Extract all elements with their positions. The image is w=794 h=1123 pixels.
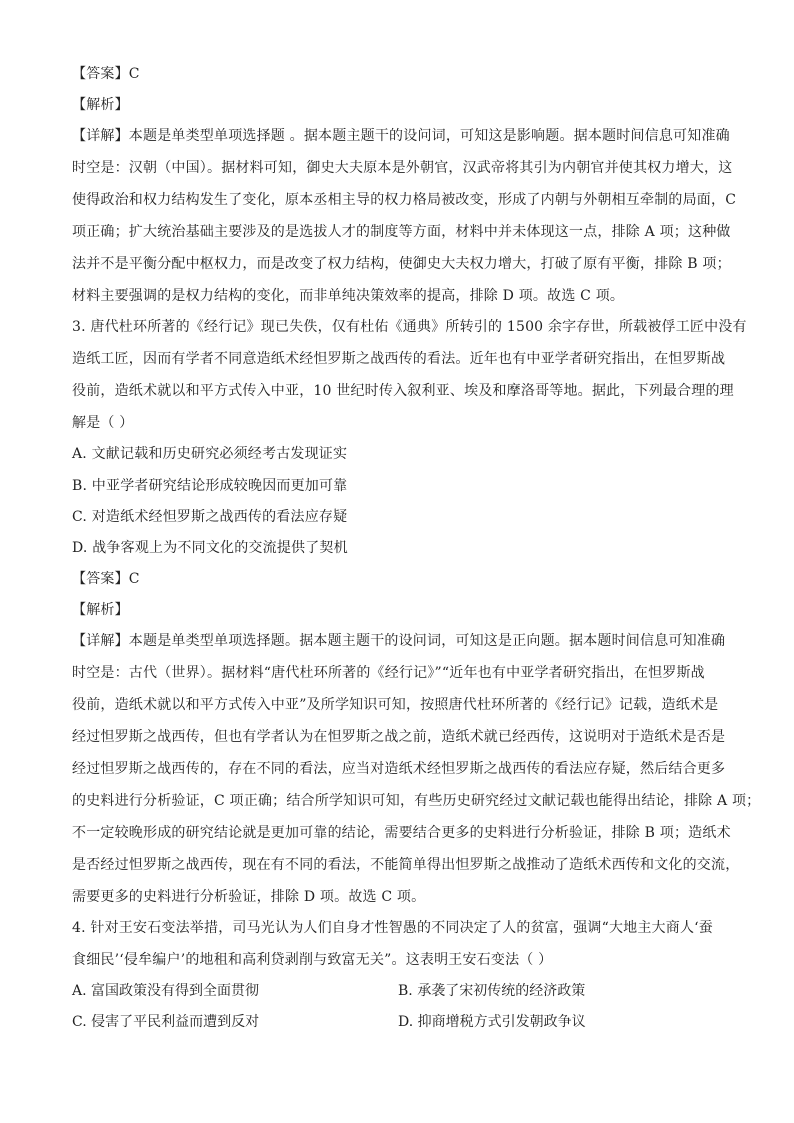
q3-option-d: D. 战争客观上为不同文化的交流提供了契机 [72, 540, 348, 556]
detail-line: 材料主要强调的是权力结构的变化，而非单纯决策效率的提高，排除 D 项。故选 C 项。 [72, 288, 625, 304]
question-4-stem: 食细民’‘侵牟编户’的地租和高利贷剥削与致富无关”。这表明王安石变法（ ） [72, 952, 553, 968]
q3-option-c: C. 对造纸术经怛罗斯之战西传的看法应存疑 [72, 509, 348, 525]
question-3-stem: 造纸工匠，因而有学者不同意造纸术经怛罗斯之战西传的看法。近年也有中亚学者研究指出，在怛罗斯战 [72, 351, 726, 367]
q3-detail-line: 役前，造纸术就以和平方式传入中亚”及所学知识可知，按照唐代杜环所著的《经行记》记载，造纸术是 [72, 697, 719, 713]
q3-detail-line: 是否经过怛罗斯之战西传，现在有不同的看法，不能简单得出怛罗斯之战推动了造纸术西传和文化的交流， [72, 857, 740, 873]
q3-detail-line: 需要更多的史料进行分析验证，排除 D 项。故选 C 项。 [72, 889, 426, 905]
question-3-stem: 3. 唐代杜环所著的《经行记》现已失佚，仅有杜佑《通典》所转引的 1500 余字存世，所载被俘工匠中没有 [72, 319, 747, 335]
analysis-label-q2: 【解析】 [72, 97, 129, 113]
q4-option-a: A. 富国政策没有得到全面贯彻 [72, 983, 260, 999]
detail-line: 法并不是平衡分配中枢权力，而是改变了权力结构，使御史大夫权力增大，打破了原有平衡，排除 B 项； [72, 256, 731, 272]
question-3-stem: 解是（ ） [72, 415, 134, 431]
q4-option-d: D. 抑商增税方式引发朝政争议 [398, 1014, 586, 1030]
q3-detail-line: 经过怛罗斯之战西传的，存在不同的看法，应当对造纸术经怛罗斯之战西传的看法应存疑，然后结合更多 [72, 761, 726, 777]
answer-label-q2: 【答案】C [72, 66, 140, 82]
detail-line: 使得政治和权力结构发生了变化，原本丞相主导的权力格局被改变，形成了内朝与外朝相互牵制的局面，C [72, 192, 737, 208]
q3-option-b: B. 中亚学者研究结论形成较晚因而更加可靠 [72, 478, 348, 494]
detail-line: 【详解】本题是单类型单项选择题 。据本题主题干的设问词，可知这是影响题。据本题时间信息可知准确 [72, 128, 730, 144]
detail-line: 项正确；扩大统治基础主要涉及的是选拔人才的制度等方面，材料中并未体现这一点，排除 A 项；这种做 [72, 224, 731, 240]
q3-detail-line: 的史料进行分析验证，C 项正确；结合所学知识可知，有些历史研究经过文献记载也能得出结论，排除 A 项； [72, 793, 761, 809]
q4-option-c: C. 侵害了平民利益而遭到反对 [72, 1014, 260, 1030]
answer-label-q3: 【答案】C [72, 571, 140, 587]
q3-detail-line: 时空是：古代（世界）。据材料“唐代杜环所著的《经行记》”“近年也有中亚学者研究指出，在怛罗斯战 [72, 665, 705, 681]
q3-option-a: A. 文献记载和历史研究必须经考古发现证实 [72, 446, 348, 462]
question-4-stem: 4. 针对王安石变法举措，司马光认为人们自身才性智愚的不同决定了人的贫富，强调“大地主大商人‘蚕 [72, 920, 714, 936]
q3-detail-line: 不一定较晚形成的研究结论就是更加可靠的结论，需要结合更多的史料进行分析验证，排除 B 项；造纸术 [72, 825, 731, 841]
q3-detail-line: 【详解】本题是单类型单项选择题。据本题主题干的设问词，可知这是正向题。据本题时间信息可知准确 [72, 633, 726, 649]
analysis-label-q3: 【解析】 [72, 602, 129, 618]
q4-option-b: B. 承袭了宋初传统的经济政策 [398, 983, 586, 999]
q3-detail-line: 经过怛罗斯之战西传，但也有学者认为在怛罗斯之战之前，造纸术就已经西传，这说明对于造纸术是否是 [72, 729, 726, 745]
detail-line: 时空是：汉朝（中国）。据材料可知，御史大夫原本是外朝官，汉武帝将其引为内朝官并使其权力增大，这 [72, 160, 733, 176]
question-3-stem: 役前，造纸术就以和平方式传入中亚，10 世纪时传入叙利亚、埃及和摩洛哥等地。据此，下列最合理的理 [72, 383, 734, 399]
